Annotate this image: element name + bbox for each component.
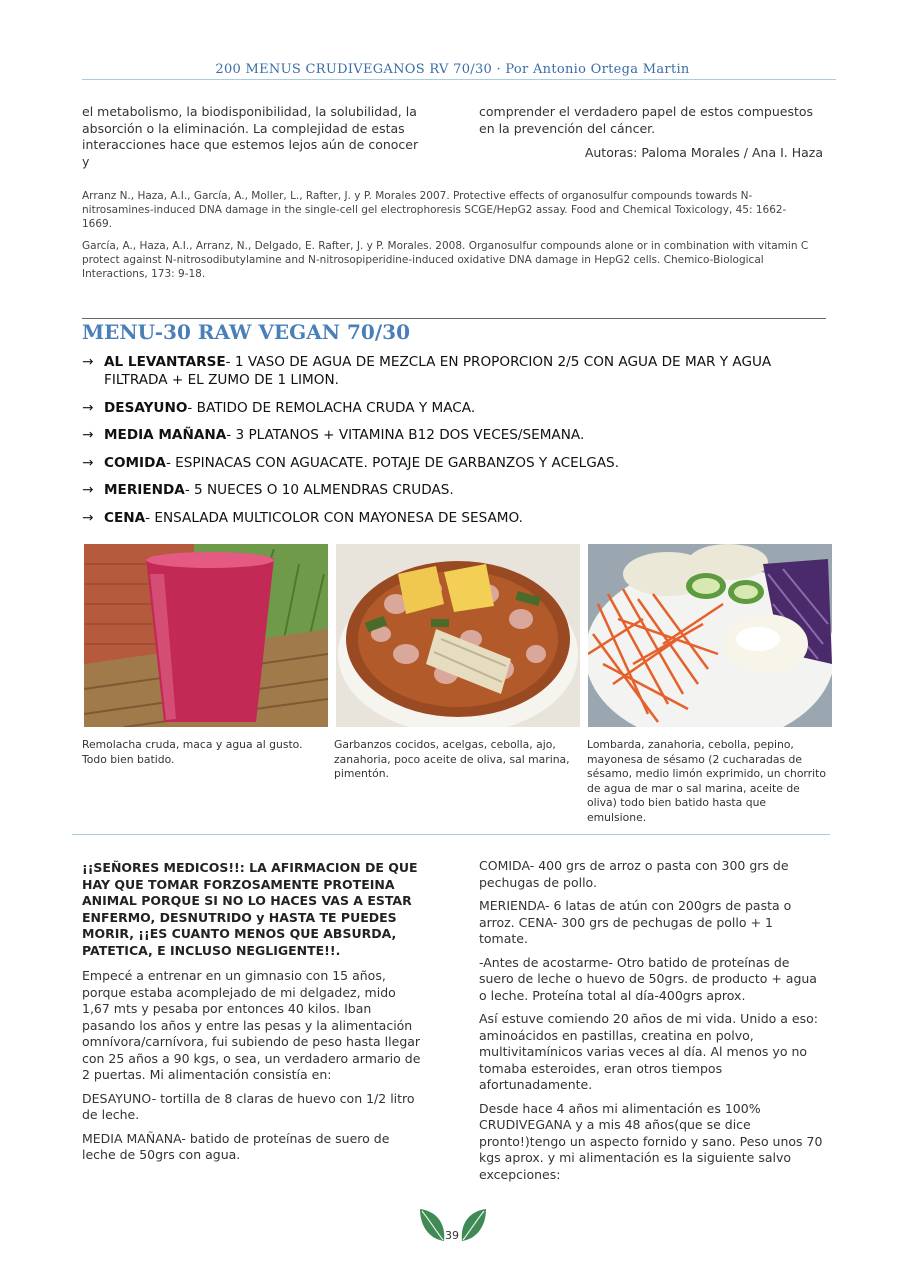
authors-credit: Autoras: Paloma Morales / Ana I. Haza — [584, 145, 823, 160]
reference-2: García, A., Haza, A.I., Arranz, N., Delgado, E. Rafter, J. y P. Morales. 2008. Organosulfur compounds alone or in combination with vitamin C protect against N-nitrosodibutylamine and N-nitrosopiperidine-induced oxidative DNA damage in HepG2 cells. Chemico-Biological Interactions, 173: 9-18. — [82, 240, 809, 280]
menu-item-text: - BATIDO DE REMOLACHA CRUDA Y MACA. — [187, 399, 476, 416]
article-left-column — [82, 860, 427, 1171]
article-paragraph: -Antes de acostarme- Otro batido de proteínas de suero de leche o huevo de 50grs. de producto + agua o leche. Proteína total al día-400grs aprox. — [479, 954, 817, 1003]
article-right-column — [479, 858, 824, 1190]
menu-title: MENU-30 RAW VEGAN 70/30 — [82, 320, 410, 344]
arrow-icon: → — [82, 454, 94, 471]
article-paragraph: COMIDA- 400 grs de arroz o pasta con 300 grs de pechugas de pollo. — [479, 858, 789, 890]
menu-item-text: - ENSALADA MULTICOLOR CON MAYONESA DE SESAMO. — [145, 509, 523, 526]
menu-item-desayuno — [82, 399, 822, 417]
arrow-icon: → — [82, 354, 94, 370]
header-rule — [82, 79, 836, 80]
section-divider — [82, 318, 826, 319]
arrow-icon: → — [82, 482, 94, 498]
arrow-icon: → — [82, 427, 94, 443]
menu-item-label: CENA — [104, 509, 146, 526]
photo-caption-3: Lombarda, zanahoria, cebolla, pepino, mayonesa de sésamo (2 cucharadas de sésamo, medio limón exprimido, un chorrito de agua de mar o sal marina, aceite de oliva) todo bien batido hasta que emulsione. — [587, 738, 826, 824]
section-rule — [72, 834, 830, 835]
menu-item-label: MERIENDA — [104, 482, 185, 498]
menu-item-label: DESAYUNO — [104, 399, 188, 416]
article-paragraph: Así estuve comiendo 20 años de mi vida. Unido a eso: aminoácidos en pastillas, creatina en polvo, multivitamínicos varias veces al día. Al menos yo no tomaba esteroides, eran otros tiempos afortunadamente. — [479, 1011, 818, 1092]
arrow-icon: → — [82, 509, 94, 526]
menu-item-label: COMIDA — [104, 454, 166, 471]
menu-item-media-manana — [82, 426, 822, 444]
article-headline: ¡¡SEÑORES MEDICOS!!: LA AFIRMACION DE QUE HAY QUE TOMAR FORZOSAMENTE PROTEINA ANIMAL PORQUE SI NO LO HACES VAS A ESTAR ENFERMO, DESNUTRIDO y HASTA TE PUEDES MORIR, ¡¡ES CUANTO MENOS QUE ABSURDA, PATETICA, E INCLUSO NEGLIGENTE!!. — [82, 860, 418, 958]
photo-multicolor-salad — [588, 544, 832, 727]
menu-item-comida — [82, 454, 822, 472]
menu-item-text: - ESPINACAS CON AGUACATE. POTAJE DE GARBANZOS Y ACELGAS. — [165, 454, 620, 471]
menu-list — [82, 353, 822, 536]
menu-item-label: MEDIA MAÑANA — [104, 427, 227, 443]
arrow-icon: → — [82, 399, 94, 416]
menu-item-merienda — [82, 481, 822, 499]
photo-beet-smoothie — [84, 544, 328, 727]
article-paragraph: DESAYUNO- tortilla de 8 claras de huevo con 1/2 litro de leche. — [82, 1090, 415, 1122]
menu-item-text: - 3 PLATANOS + VITAMINA B12 DOS VECES/SEMANA. — [226, 427, 585, 443]
photo-caption-1: Remolacha cruda, maca y agua al gusto. Todo bien batido. — [82, 738, 303, 766]
article-paragraph: MERIENDA- 6 latas de atún con 200grs de pasta o arroz. CENA- 300 grs de pechugas de pollo + 1 tomate. — [479, 898, 792, 946]
photo-chickpea-stew — [336, 544, 580, 727]
page-number: 39 — [445, 1229, 459, 1242]
photo-caption-2: Garbanzos cocidos, acelgas, cebolla, ajo, zanahoria, poco aceite de oliva, sal marina, pimentón. — [334, 738, 570, 780]
top-right-text: comprender el verdadero papel de estos compuestos en la prevención del cáncer. — [479, 104, 814, 136]
article-paragraph: Desde hace 4 años mi alimentación es 100% CRUDIVEGANA y a mis 48 años(que se dice pronto!)tengo un aspecto fornido y sano. Peso unos 70 kgs aprox. y mi alimentación es la siguiente salvo excepciones: — [479, 1100, 823, 1182]
menu-item-text: - 1 VASO DE AGUA DE MEZCLA EN PROPORCION 2/5 CON AGUA DE MAR Y AGUA FILTRADA + EL ZUMO DE 1 LIMON. — [104, 354, 772, 388]
article-paragraph: MEDIA MAÑANA- batido de proteínas de suero de leche de 50grs con agua. — [82, 1130, 390, 1162]
menu-item-text: - 5 NUECES O 10 ALMENDRAS CRUDAS. — [184, 482, 454, 498]
article-paragraph: Empecé a entrenar en un gimnasio con 15 años, porque estaba acomplejado de mi delgadez, mido 1,67 mts y pesaba por entonces 40 kilos. Iban pasando los años y entre las pesas y la alimentación omnívora/carnívora, fui subiendo de peso hasta llegar con 25 años a 90 kgs, o sea, un verdadero armario de 2 puertas. Mi alimentación consistía en: — [82, 968, 421, 1082]
menu-item-cena — [82, 509, 822, 527]
reference-1: Arranz N., Haza, A.I., García, A., Moller, L., Rafter, J. y P. Morales 2007. Protective effects of organosulfur compounds towards N-nitrosamines-induced DNA damage in the single-cell gel electrophoresis SCGE/HepG2 assay. Food and Chemical Toxicology, 45: 1662-1669. — [82, 190, 787, 230]
running-header: 200 MENUS CRUDIVEGANOS RV 70/30 · Por Antonio Ortega Martin — [215, 62, 690, 77]
menu-item-al-levantarse — [82, 353, 822, 389]
top-left-text: el metabolismo, la biodisponibilidad, la solubilidad, la absorción o la eliminación. La complejidad de estas interacciones hace que estemos lejos aún de conocer y — [82, 104, 419, 169]
menu-item-label: AL LEVANTARSE — [104, 354, 226, 370]
